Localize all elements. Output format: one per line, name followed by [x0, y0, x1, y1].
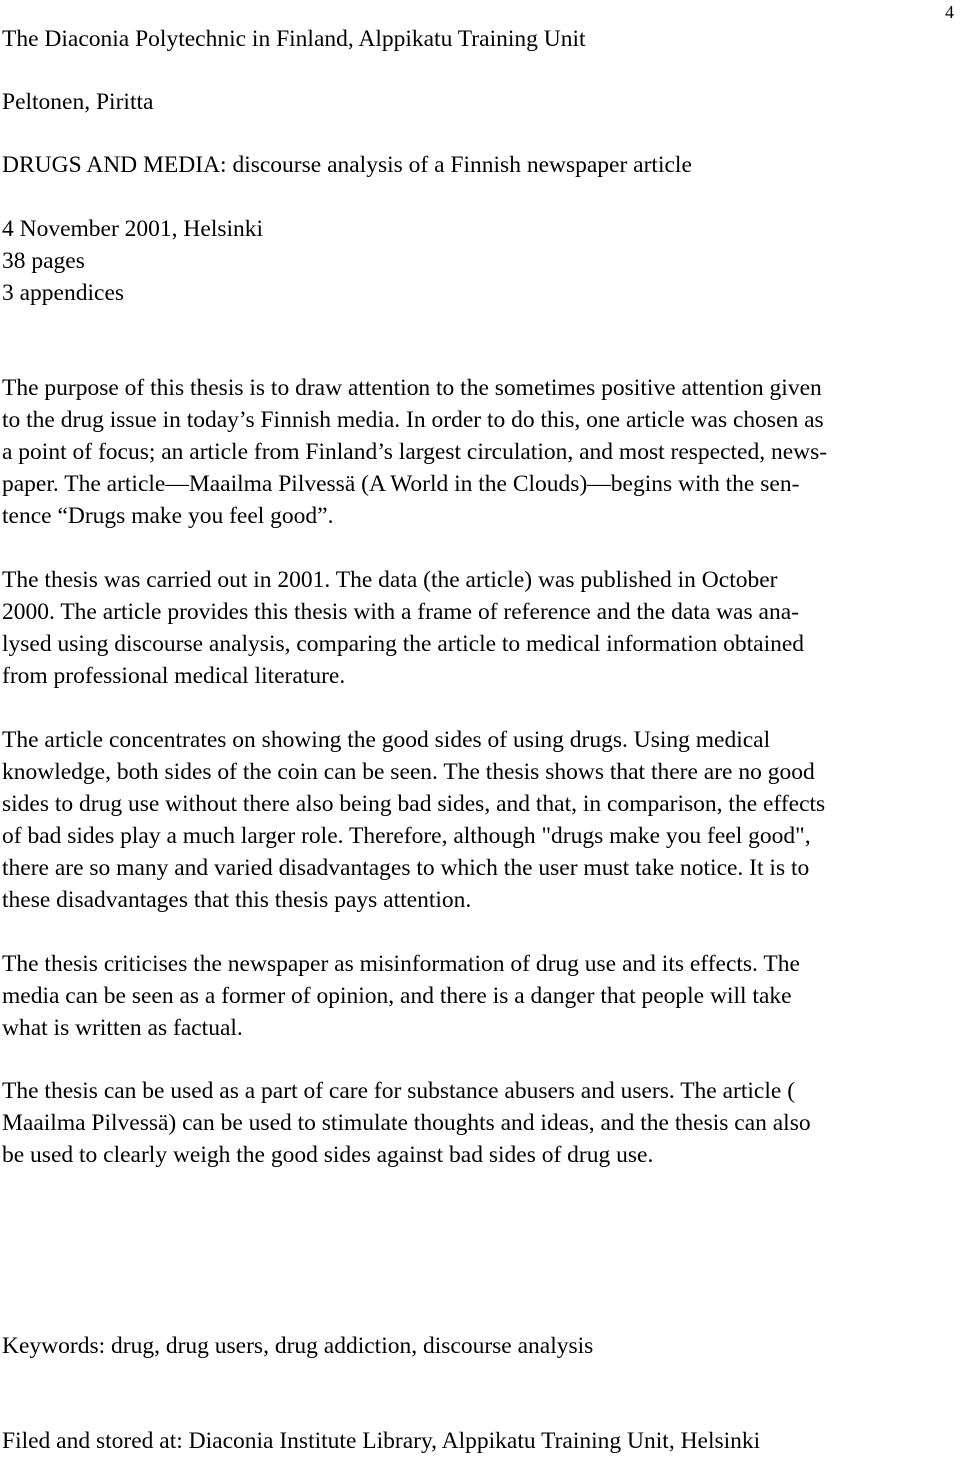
paragraph-line: a point of focus; an article from Finland’s largest circulation, and most respected, news- — [2, 439, 828, 465]
appendices-line: 3 appendices — [2, 280, 125, 306]
abstract-paragraph-4 — [2, 948, 952, 1044]
paragraph-line: sides to drug use without there also being bad sides, and that, in comparison, the effects — [2, 791, 826, 817]
abstract-paragraph-3 — [2, 724, 952, 916]
paragraph-line: of bad sides play a much larger role. Therefore, although "drugs make you feel good", — [2, 823, 811, 849]
paragraph-line: knowledge, both sides of the coin can be seen. The thesis shows that there are no good — [2, 759, 815, 785]
paragraph-line: be used to clearly weigh the good sides against bad sides of drug use. — [2, 1142, 654, 1168]
paragraph-line: Maailma Pilvessä) can be used to stimulate thoughts and ideas, and the thesis can also — [2, 1110, 811, 1136]
paragraph-line: paper. The article—Maailma Pilvessä (A World in the Clouds)—begins with the sen- — [2, 471, 800, 497]
author-line: Peltonen, Piritta — [2, 89, 154, 115]
filed-stored-line: Filed and stored at: Diaconia Institute Library, Alppikatu Training Unit, Helsinki — [2, 1428, 761, 1454]
page-number: 4 — [945, 2, 954, 22]
paragraph-line: what is written as factual. — [2, 1015, 243, 1041]
paragraph-line: The thesis can be used as a part of care for substance abusers and users. The article ( — [2, 1078, 796, 1104]
paragraph-line: tence “Drugs make you feel good”. — [2, 503, 334, 529]
paragraph-line: 2000. The article provides this thesis with a frame of reference and the data was ana- — [2, 599, 799, 625]
paragraph-line: media can be seen as a former of opinion, and there is a danger that people will take — [2, 983, 792, 1009]
paragraph-line: lysed using discourse analysis, comparing the article to medical information obtained — [2, 631, 805, 657]
abstract-paragraph-1 — [2, 372, 952, 532]
page-count-line: 38 pages — [2, 248, 85, 274]
paragraph-line: The article concentrates on showing the good sides of using drugs. Using medical — [2, 727, 771, 753]
paragraph-line: from professional medical literature. — [2, 663, 346, 689]
date-place-line: 4 November 2001, Helsinki — [2, 216, 264, 242]
abstract-paragraph-2 — [2, 564, 952, 692]
paragraph-line: The thesis criticises the newspaper as misinformation of drug use and its effects. The — [2, 951, 800, 977]
abstract-paragraph-5 — [2, 1075, 952, 1171]
thesis-title: DRUGS AND MEDIA: discourse analysis of a Finnish newspaper article — [2, 152, 692, 178]
institution-line: The Diaconia Polytechnic in Finland, Alppikatu Training Unit — [2, 26, 586, 52]
paragraph-line: The purpose of this thesis is to draw attention to the sometimes positive attention given — [2, 375, 822, 401]
paragraph-line: there are so many and varied disadvantages to which the user must take notice. It is to — [2, 855, 810, 881]
paragraph-line: The thesis was carried out in 2001. The data (the article) was published in October — [2, 567, 778, 593]
keywords-line: Keywords: drug, drug users, drug addiction, discourse analysis — [2, 1333, 594, 1359]
paragraph-line: these disadvantages that this thesis pays attention. — [2, 887, 472, 913]
paragraph-line: to the drug issue in today’s Finnish media. In order to do this, one article was chosen as — [2, 407, 824, 433]
